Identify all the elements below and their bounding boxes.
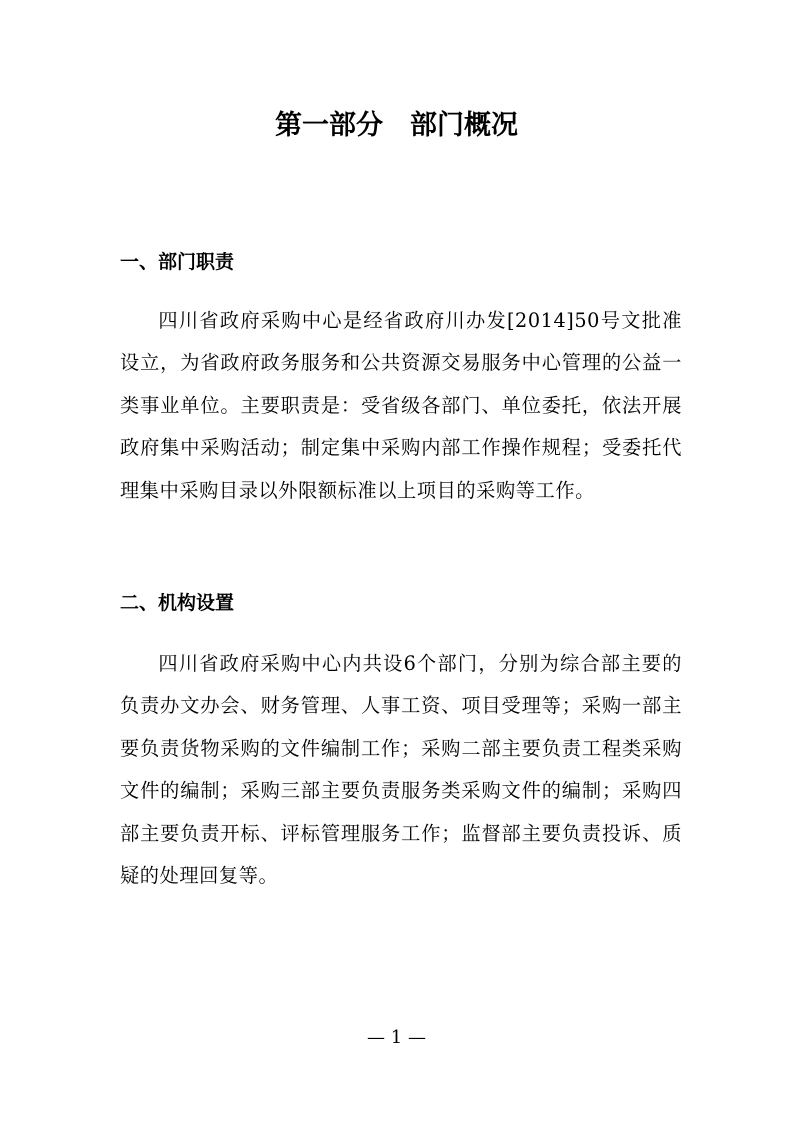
section-paragraph-duties: 四川省政府采购中心是经省政府川办发[2014]50号文批准设立，为省政府政务服务和公共资源交易服务中心管理的公益一类事业单位。主要职责是：受省级各部门、单位委托，依法开展政府集中采购活动；制定集中采购内部工作操作规程；受委托代理集中采购目录以外限额标准以上项目的采购等工作。 — [120, 309, 682, 502]
section-heading-organization: 二、机构设置 — [120, 592, 235, 614]
page-number: — 1 — — [367, 1027, 426, 1048]
section-heading-duties: 一、部门职责 — [120, 251, 235, 273]
page-title: 第一部分 部门概况 — [275, 110, 518, 141]
section-paragraph-organization: 四川省政府采购中心内共设6个部门，分别为综合部主要的负责办文办会、财务管理、人事工资、项目受理等；采购一部主要负责货物采购的文件编制工作；采购二部主要负责工程类采购文件的编制；采购三部主要负责服务类采购文件的编制；采购四部主要负责开标、评标管理服务工作；监督部主要负责投诉、质疑的处理回复等。 — [120, 652, 682, 888]
